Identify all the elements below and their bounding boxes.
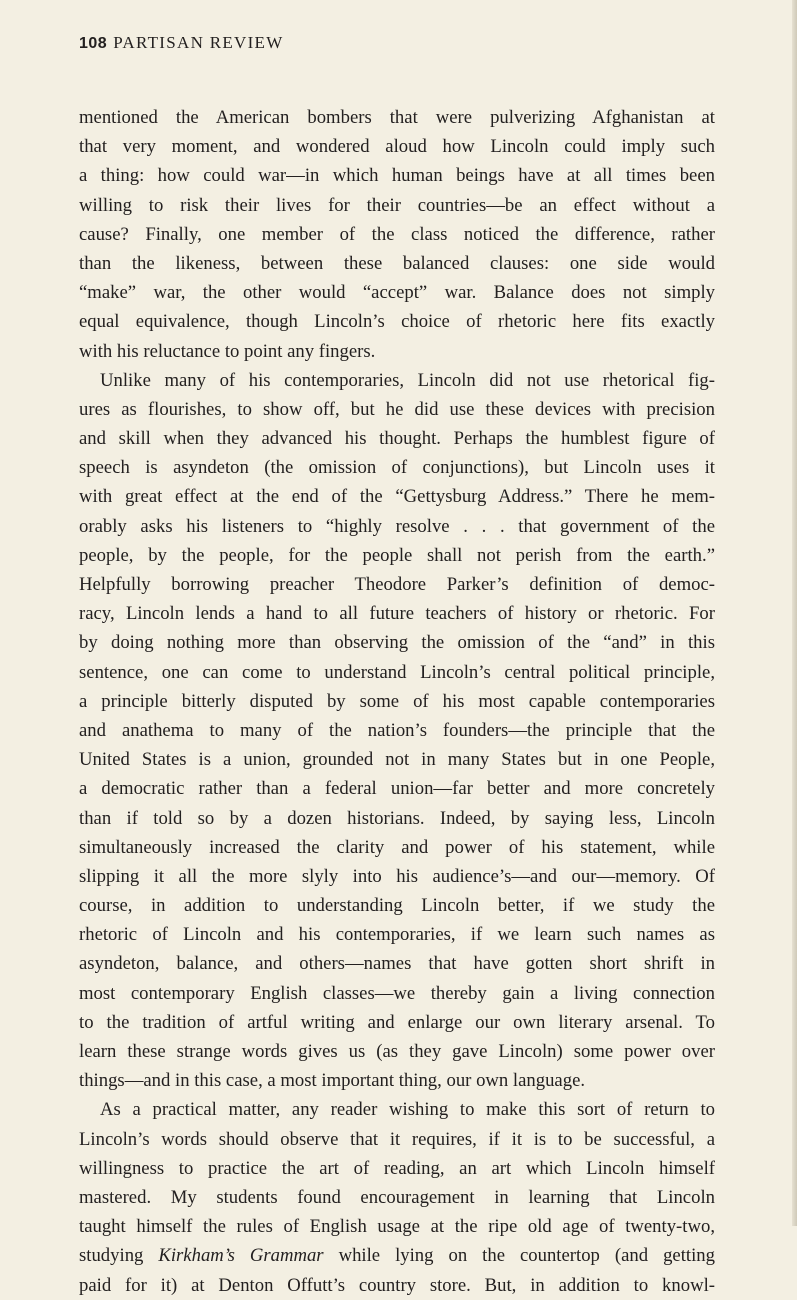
text-run: that very moment, and wondered aloud how Lincoln could imply such xyxy=(79,136,715,158)
page-number: 108 xyxy=(79,35,108,52)
text-run: people, by the people, for the people shall not perish from the earth.” xyxy=(79,544,715,566)
text-run: and anathema to many of the nation’s founders—the principle that the xyxy=(79,719,715,741)
text-run: willing to risk their lives for their countries—be an effect without a xyxy=(79,194,715,216)
text-line xyxy=(79,1008,715,1037)
text-line xyxy=(79,862,715,891)
running-head xyxy=(79,33,284,53)
text-line xyxy=(79,1095,715,1124)
text-line xyxy=(79,541,715,570)
text-run: As a practical matter, any reader wishing to make this sort of return to xyxy=(100,1099,715,1121)
paragraph xyxy=(79,1095,715,1299)
text-line xyxy=(79,161,715,190)
text-line xyxy=(79,1241,715,1270)
text-line xyxy=(79,979,715,1008)
text-run: to the tradition of artful writing and enlarge our own literary arsenal. To xyxy=(79,1011,715,1033)
text-run: a democratic rather than a federal union—far better and more concretely xyxy=(79,778,715,800)
text-line xyxy=(79,366,715,395)
text-run: than if told so by a dozen historians. Indeed, by saying less, Lincoln xyxy=(79,807,715,829)
text-run: asyndeton, balance, and others—names that have gotten short shrift in xyxy=(79,953,715,975)
text-run: ures as flourishes, to show off, but he did use these devices with precision xyxy=(79,398,715,420)
text-run: willingness to practice the art of reading, an art which Lincoln himself xyxy=(79,1157,715,1179)
text-line xyxy=(79,307,715,336)
text-run: equal equivalence, though Lincoln’s choice of rhetoric here fits exactly xyxy=(79,311,715,333)
text-line xyxy=(79,891,715,920)
text-run: taught himself the rules of English usage at the ripe old age of twenty-two, xyxy=(79,1216,715,1238)
text-line xyxy=(79,337,715,366)
text-run: cause? Finally, one member of the class noticed the difference, rather xyxy=(79,223,715,245)
body-text xyxy=(79,103,715,1300)
text-run: most contemporary English classes—we thereby gain a living connection xyxy=(79,982,715,1004)
text-line xyxy=(79,1183,715,1212)
text-run: United States is a union, grounded not in many States but in one People, xyxy=(79,749,715,771)
text-run: simultaneously increased the clarity and power of his statement, while xyxy=(79,836,715,858)
text-run: things—and in this case, a most important thing, our own language. xyxy=(79,1070,586,1092)
text-line xyxy=(79,103,715,132)
text-line xyxy=(79,395,715,424)
text-line xyxy=(79,1154,715,1183)
text-run: than the likeness, between these balanced clauses: one side would xyxy=(79,252,715,274)
text-run: learn these strange words gives us (as they gave Lincoln) some power over xyxy=(79,1041,715,1062)
text-run: Helpfully borrowing preacher Theodore Parker’s definition of democ- xyxy=(79,574,715,595)
text-line xyxy=(79,716,715,745)
text-line xyxy=(79,453,715,482)
page-edge xyxy=(792,0,797,1226)
text-run: mastered. My students found encouragement in learning that Lincoln xyxy=(79,1186,715,1208)
text-line xyxy=(79,132,715,161)
text-run: a thing: how could war—in which human beings have at all times been xyxy=(79,165,715,187)
text-line xyxy=(79,249,715,278)
text-line xyxy=(79,804,715,833)
text-line xyxy=(79,482,715,511)
text-run: Lincoln’s words should observe that it requires, if it is to be successful, a xyxy=(79,1128,715,1150)
text-run: speech is asyndeton (the omission of conjunctions), but Lincoln uses it xyxy=(79,457,715,479)
text-run: paid for it) at Denton Offutt’s country store. But, in addition to knowl- xyxy=(79,1274,715,1296)
text-line xyxy=(79,658,715,687)
text-line xyxy=(79,687,715,716)
book-title-italic: Kirkham’s Grammar xyxy=(158,1245,324,1267)
paragraph xyxy=(79,103,715,366)
text-line xyxy=(79,774,715,803)
text-run: with great effect at the end of the “Gettysburg Address.” There he mem- xyxy=(79,486,715,508)
text-line xyxy=(79,424,715,453)
text-run: rhetoric of Lincoln and his contemporaries, if we learn such names as xyxy=(79,924,715,946)
text-line xyxy=(79,1066,715,1095)
text-run: course, in addition to understanding Lincoln better, if we study the xyxy=(79,895,715,917)
text-line xyxy=(79,191,715,220)
text-run: “make” war, the other would “accept” war. Balance does not simply xyxy=(79,282,715,304)
text-line xyxy=(79,833,715,862)
text-line xyxy=(79,220,715,249)
text-run: slipping it all the more slyly into his audience’s—and our—memory. Of xyxy=(79,865,715,887)
text-run: Unlike many of his contemporaries, Lincoln did not use rhetorical fig- xyxy=(100,369,715,391)
text-line xyxy=(79,920,715,949)
paragraph xyxy=(79,366,715,1096)
text-run: studying xyxy=(79,1245,159,1267)
text-run: and skill when they advanced his thought. Perhaps the humblest figure of xyxy=(79,428,715,450)
text-line xyxy=(79,949,715,978)
text-line xyxy=(79,745,715,774)
text-run: racy, Lincoln lends a hand to all future teachers of history or rhetoric. For xyxy=(79,603,715,625)
journal-title: PARTISAN REVIEW xyxy=(113,33,284,52)
text-line xyxy=(79,628,715,657)
text-line xyxy=(79,1037,715,1066)
text-run: by doing nothing more than observing the omission of the “and” in this xyxy=(79,632,715,654)
text-line xyxy=(79,1125,715,1154)
text-line xyxy=(79,1212,715,1241)
text-run: a principle bitterly disputed by some of his most capable contemporaries xyxy=(79,690,715,712)
text-line xyxy=(79,1271,715,1300)
text-run: mentioned the American bombers that were pulverizing Afghanistan at xyxy=(79,107,715,128)
text-run: orably asks his listeners to “highly resolve . . . that government of the xyxy=(79,515,715,537)
text-run: while lying on the countertop (and getting xyxy=(323,1245,715,1267)
text-line xyxy=(79,512,715,541)
text-line xyxy=(79,599,715,628)
text-line xyxy=(79,278,715,307)
text-line xyxy=(79,570,715,599)
text-run: sentence, one can come to understand Lincoln’s central political principle, xyxy=(79,661,715,683)
text-run: with his reluctance to point any fingers. xyxy=(79,340,376,362)
